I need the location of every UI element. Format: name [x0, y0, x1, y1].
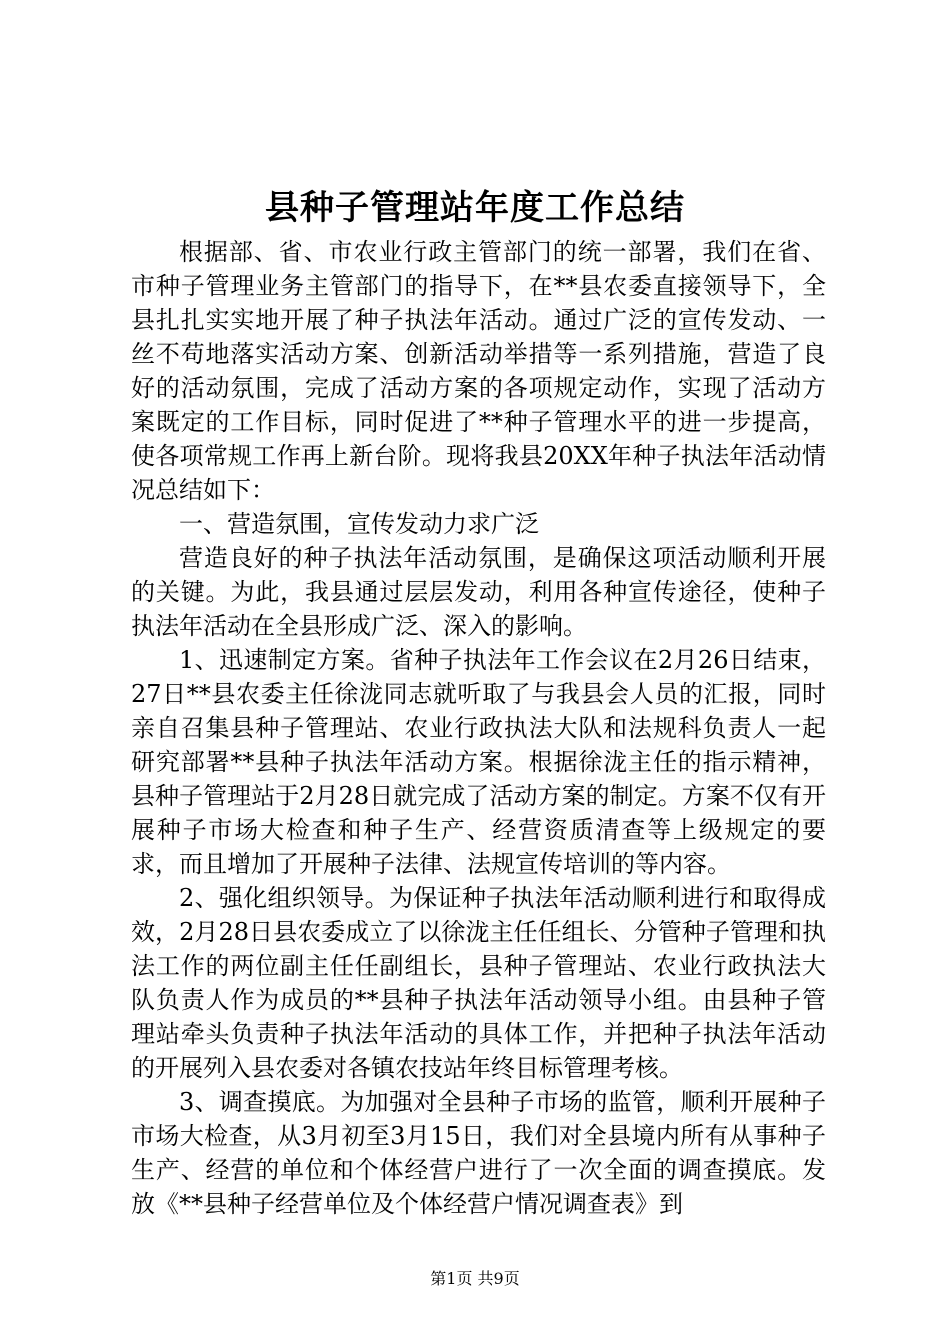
paragraph-intro: 根据部、省、市农业行政主管部门的统一部署，我们在省、市种子管理业务主管部门的指导下，在**县农委直接领导下，全县扎扎实实地开展了种子执法年活动。通过广泛的宣传发动、一丝不苟地落实活动方案、创新活动举措等一系列措施，营造了良好的活动氛围，完成了活动方案的各项规定动作，实现了活动方案既定的工作目标，同时促进了**种子管理水平的进一步提高，使各项常规工作再上新台阶。现将我县20XX年种子执法年活动情况总结如下：	[131, 238, 826, 504]
section-heading-1: 一、营造氛围，宣传发动力求广泛	[179, 510, 539, 538]
paragraph-item-1: 1、迅速制定方案。省种子执法年工作会议在2月26日结束，27日**县农委主任徐泷同志就听取了与我县会人员的汇报，同时亲自召集县种子管理站、农业行政执法大队和法规科负责人一起研究部署**县种子执法年活动方案。根据徐泷主任的指示精神，县种子管理站于2月28日就完成了活动方案的制定。方案不仅有开展种子市场大检查和种子生产、经营资质清查等上级规定的要求，而且增加了开展种子法律、法规宣传培训的等内容。	[131, 646, 826, 878]
document-body	[131, 235, 826, 1221]
paragraph-item-2: 2、强化组织领导。为保证种子执法年活动顺利进行和取得成效，2月28日县农委成立了以徐泷主任任组长、分管种子管理和执法工作的两位副主任任副组长，县种子管理站、农业行政执法大队负责人作为成员的**县种子执法年活动领导小组。由县种子管理站牵头负责种子执法年活动的具体工作，并把种子执法年活动的开展列入县农委对各镇农技站年终目标管理考核。	[131, 884, 826, 1082]
page-number: 第1页 共9页	[430, 1269, 520, 1288]
paragraph-item-3: 3、调查摸底。为加强对全县种子市场的监管，顺利开展种子市场大检查，从3月初至3月15日，我们对全县境内所有从事种子生产、经营的单位和个体经营户进行了一次全面的调查摸底。发放《**县种子经营单位及个体经营户情况调查表》到	[131, 1088, 826, 1218]
paragraph-section-1: 营造良好的种子执法年活动氛围，是确保这项活动顺利开展的关键。为此，我县通过层层发动，利用各种宣传途径，使种子执法年活动在全县形成广泛、深入的影响。	[131, 544, 826, 640]
document-title: 县种子管理站年度工作总结	[265, 188, 685, 228]
